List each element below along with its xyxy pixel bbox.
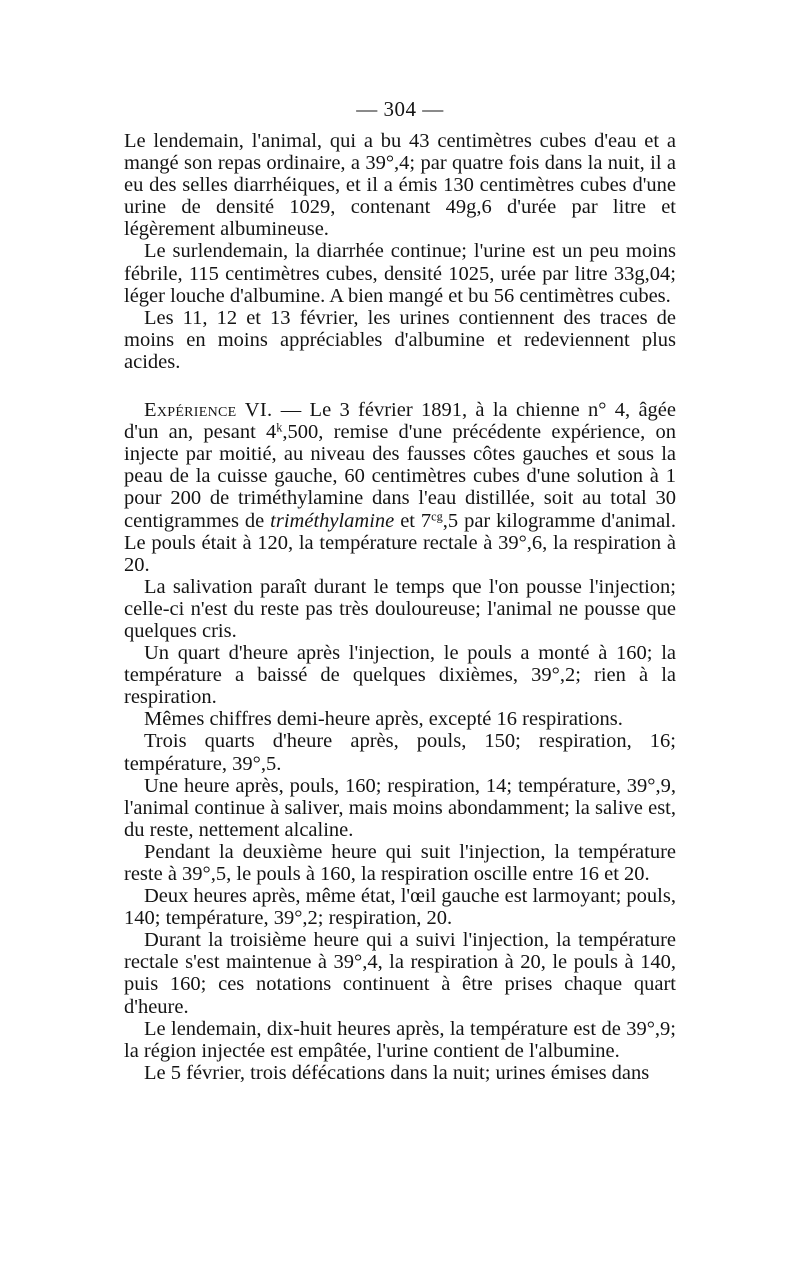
paragraph-1: Le lendemain, l'animal, qui a bu 43 centimètres cubes d'eau et a mangé son repas ordinaire, a 39°,4; par quatre fois dans la nuit, il a eu des selles diarrhéiques, et il a émis 130 centimètres cubes d'une urine de densité 1029, contenant 49g,6 d'urée par litre et légèrement albumineuse. bbox=[124, 130, 676, 241]
paragraph-2: Le surlendemain, la diarrhée continue; l'urine est un peu moins fébrile, 115 centimètres cubes, densité 1025, urée par litre 33g,04; léger louche d'albumine. A bien mangé et bu 56 centimètres cubes. bbox=[124, 240, 676, 307]
book-page bbox=[124, 96, 676, 1084]
paragraph-9: Une heure après, pouls, 160; respiration, 14; température, 39°,9, l'animal continue à saliver, mais moins abondamment; la salive est, du reste, nettement alcaline. bbox=[124, 774, 676, 841]
paragraph-6: Un quart d'heure après l'injection, le pouls a monté à 160; la température a baissé de quelques dixièmes, 39°,2; rien à la respiration. bbox=[124, 642, 676, 709]
paragraph-13: Le lendemain, dix-huit heures après, la température est de 39°,9; la région injectée est empâtée, l'urine contient de l'albumine. bbox=[124, 1017, 676, 1062]
drug-name: triméthylamine bbox=[270, 509, 395, 532]
paragraph-7: Mêmes chiffres demi-heure après, excepté 16 respirations. bbox=[144, 708, 623, 731]
experiment-dose-lead: et 7 bbox=[394, 509, 432, 532]
experiment-weight-rest: ,500, remise d'une précédente expérience, on injecte par moitié, au niveau des fausses côtes gauches et sous la peau de la cuisse gauche, 60 centimètres cubes d'une solution à 1 pour 200 de triméthylamine dans l'eau distillée, soit au total 30 centigrammes de bbox=[124, 421, 676, 532]
weight-unit: k bbox=[276, 420, 283, 435]
paragraph-14: Le 5 février, trois défécations dans la nuit; urines émises dans bbox=[144, 1061, 650, 1084]
paragraph-10: Pendant la deuxième heure qui suit l'injection, la température reste à 39°,5, le pouls à 160, la respiration oscille entre 16 et 20. bbox=[124, 840, 676, 885]
experiment-intro: — Le 3 février 1891, à la chienne n° 4, âgée d'un an, pesant 4 bbox=[124, 399, 676, 444]
page-number: — 304 — bbox=[356, 97, 444, 121]
paragraph-8: Trois quarts d'heure après, pouls, 150; respiration, 16; température, 39°,5. bbox=[124, 730, 676, 775]
experiment-dose-rest: ,5 par kilogramme d'animal. Le pouls était à 120, la température rectale à 39°,6, la respiration à 20. bbox=[124, 509, 676, 576]
paragraph-11: Deux heures après, même état, l'œil gauche est larmoyant; pouls, 140; température, 39°,2; respiration, 20. bbox=[124, 885, 676, 930]
experiment-label: Expérience VI. bbox=[144, 399, 273, 422]
paragraph-12: Durant la troisième heure qui a suivi l'injection, la température rectale s'est maintenue à 39°,4, la respiration à 20, le pouls à 140, puis 160; ces notations continuent à être prises chaque quart d'heure. bbox=[124, 929, 676, 1018]
paragraph-5: La salivation paraît durant le temps que l'on pousse l'injection; celle-ci n'est du reste pas très douloureuse; l'animal ne pousse que quelques cris. bbox=[124, 575, 676, 642]
experiment-paragraph bbox=[124, 399, 676, 576]
dose-unit: cg bbox=[431, 508, 443, 523]
paragraph-3: Les 11, 12 et 13 février, les urines contiennent des traces de moins en moins appréciables d'albumine et redeviennent plus acides. bbox=[124, 306, 676, 373]
